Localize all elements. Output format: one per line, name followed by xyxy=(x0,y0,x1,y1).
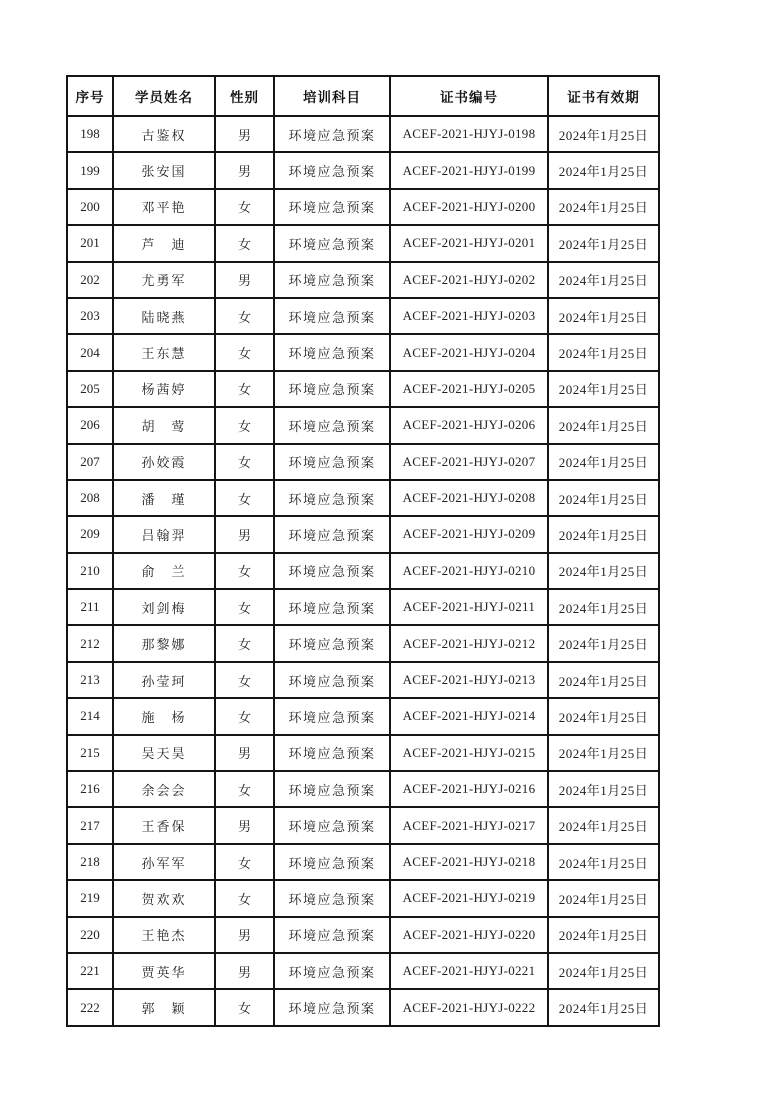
cell-training-subject: 环境应急预案 xyxy=(274,225,390,261)
cell-valid-date: 2024年1月25日 xyxy=(548,334,659,370)
table-row xyxy=(67,771,659,807)
cell-valid-date: 2024年1月25日 xyxy=(548,225,659,261)
cell-gender: 女 xyxy=(215,189,274,225)
cell-valid-date: 2024年1月25日 xyxy=(548,698,659,734)
table-row xyxy=(67,152,659,188)
cell-student-name: 那黎娜 xyxy=(113,625,215,661)
table-row xyxy=(67,662,659,698)
cell-certificate-no: ACEF-2021-HJYJ-0209 xyxy=(390,516,548,552)
cell-valid-date: 2024年1月25日 xyxy=(548,989,659,1025)
cell-gender: 女 xyxy=(215,625,274,661)
cell-gender: 男 xyxy=(215,262,274,298)
cell-valid-date: 2024年1月25日 xyxy=(548,189,659,225)
cell-gender: 女 xyxy=(215,553,274,589)
cell-valid-date: 2024年1月25日 xyxy=(548,662,659,698)
table-row xyxy=(67,334,659,370)
cell-certificate-no: ACEF-2021-HJYJ-0221 xyxy=(390,953,548,989)
cell-student-name: 芦 迪 xyxy=(113,225,215,261)
cell-valid-date: 2024年1月25日 xyxy=(548,152,659,188)
cell-student-name: 古鉴权 xyxy=(113,116,215,152)
cell-serial: 202 xyxy=(67,262,113,298)
cell-serial: 211 xyxy=(67,589,113,625)
cell-student-name: 潘 瑾 xyxy=(113,480,215,516)
cell-student-name: 王香保 xyxy=(113,807,215,843)
cell-valid-date: 2024年1月25日 xyxy=(548,553,659,589)
cell-student-name: 贺欢欢 xyxy=(113,880,215,916)
cell-gender: 女 xyxy=(215,444,274,480)
cell-serial: 203 xyxy=(67,298,113,334)
cell-certificate-no: ACEF-2021-HJYJ-0220 xyxy=(390,917,548,953)
cell-gender: 男 xyxy=(215,917,274,953)
cell-valid-date: 2024年1月25日 xyxy=(548,444,659,480)
cell-gender: 女 xyxy=(215,880,274,916)
cell-student-name: 张安国 xyxy=(113,152,215,188)
cell-serial: 207 xyxy=(67,444,113,480)
cell-student-name: 尤勇军 xyxy=(113,262,215,298)
cell-certificate-no: ACEF-2021-HJYJ-0202 xyxy=(390,262,548,298)
table-row xyxy=(67,880,659,916)
cell-gender: 女 xyxy=(215,589,274,625)
header-training-subject: 培训科目 xyxy=(274,76,390,116)
cell-training-subject: 环境应急预案 xyxy=(274,371,390,407)
cell-training-subject: 环境应急预案 xyxy=(274,989,390,1025)
table-row xyxy=(67,298,659,334)
cell-serial: 212 xyxy=(67,625,113,661)
cell-gender: 男 xyxy=(215,953,274,989)
table-row xyxy=(67,844,659,880)
cell-serial: 221 xyxy=(67,953,113,989)
cell-serial: 219 xyxy=(67,880,113,916)
table-row xyxy=(67,698,659,734)
cell-serial: 215 xyxy=(67,735,113,771)
table-row xyxy=(67,371,659,407)
cell-serial: 217 xyxy=(67,807,113,843)
cell-training-subject: 环境应急预案 xyxy=(274,334,390,370)
cell-valid-date: 2024年1月25日 xyxy=(548,516,659,552)
cell-certificate-no: ACEF-2021-HJYJ-0212 xyxy=(390,625,548,661)
cell-training-subject: 环境应急预案 xyxy=(274,953,390,989)
cell-serial: 220 xyxy=(67,917,113,953)
cell-training-subject: 环境应急预案 xyxy=(274,444,390,480)
table-row xyxy=(67,807,659,843)
cell-serial: 205 xyxy=(67,371,113,407)
cell-student-name: 胡 莺 xyxy=(113,407,215,443)
cell-student-name: 俞 兰 xyxy=(113,553,215,589)
cell-certificate-no: ACEF-2021-HJYJ-0203 xyxy=(390,298,548,334)
cell-serial: 213 xyxy=(67,662,113,698)
certificate-table xyxy=(66,75,660,1027)
cell-gender: 女 xyxy=(215,844,274,880)
table-row xyxy=(67,444,659,480)
cell-training-subject: 环境应急预案 xyxy=(274,262,390,298)
cell-certificate-no: ACEF-2021-HJYJ-0201 xyxy=(390,225,548,261)
table-row xyxy=(67,625,659,661)
cell-certificate-no: ACEF-2021-HJYJ-0206 xyxy=(390,407,548,443)
cell-certificate-no: ACEF-2021-HJYJ-0207 xyxy=(390,444,548,480)
cell-valid-date: 2024年1月25日 xyxy=(548,917,659,953)
cell-certificate-no: ACEF-2021-HJYJ-0214 xyxy=(390,698,548,734)
cell-valid-date: 2024年1月25日 xyxy=(548,589,659,625)
cell-certificate-no: ACEF-2021-HJYJ-0217 xyxy=(390,807,548,843)
cell-gender: 女 xyxy=(215,407,274,443)
cell-student-name: 杨茜婷 xyxy=(113,371,215,407)
cell-certificate-no: ACEF-2021-HJYJ-0200 xyxy=(390,189,548,225)
cell-valid-date: 2024年1月25日 xyxy=(548,880,659,916)
cell-serial: 201 xyxy=(67,225,113,261)
cell-training-subject: 环境应急预案 xyxy=(274,480,390,516)
cell-gender: 女 xyxy=(215,371,274,407)
cell-certificate-no: ACEF-2021-HJYJ-0213 xyxy=(390,662,548,698)
cell-gender: 女 xyxy=(215,334,274,370)
cell-training-subject: 环境应急预案 xyxy=(274,516,390,552)
table-row xyxy=(67,553,659,589)
cell-serial: 204 xyxy=(67,334,113,370)
header-certificate-no: 证书编号 xyxy=(390,76,548,116)
table-row xyxy=(67,480,659,516)
cell-student-name: 吕翰羿 xyxy=(113,516,215,552)
cell-valid-date: 2024年1月25日 xyxy=(548,407,659,443)
cell-student-name: 施 杨 xyxy=(113,698,215,734)
cell-training-subject: 环境应急预案 xyxy=(274,189,390,225)
cell-valid-date: 2024年1月25日 xyxy=(548,480,659,516)
cell-certificate-no: ACEF-2021-HJYJ-0204 xyxy=(390,334,548,370)
cell-gender: 女 xyxy=(215,662,274,698)
cell-serial: 209 xyxy=(67,516,113,552)
cell-training-subject: 环境应急预案 xyxy=(274,589,390,625)
cell-training-subject: 环境应急预案 xyxy=(274,553,390,589)
cell-certificate-no: ACEF-2021-HJYJ-0210 xyxy=(390,553,548,589)
cell-training-subject: 环境应急预案 xyxy=(274,625,390,661)
table-row xyxy=(67,116,659,152)
table-row xyxy=(67,917,659,953)
cell-training-subject: 环境应急预案 xyxy=(274,771,390,807)
cell-student-name: 孙莹珂 xyxy=(113,662,215,698)
cell-gender: 女 xyxy=(215,480,274,516)
cell-training-subject: 环境应急预案 xyxy=(274,152,390,188)
cell-valid-date: 2024年1月25日 xyxy=(548,371,659,407)
cell-training-subject: 环境应急预案 xyxy=(274,917,390,953)
cell-valid-date: 2024年1月25日 xyxy=(548,844,659,880)
cell-certificate-no: ACEF-2021-HJYJ-0219 xyxy=(390,880,548,916)
cell-serial: 198 xyxy=(67,116,113,152)
cell-serial: 200 xyxy=(67,189,113,225)
cell-certificate-no: ACEF-2021-HJYJ-0218 xyxy=(390,844,548,880)
cell-valid-date: 2024年1月25日 xyxy=(548,298,659,334)
table-row xyxy=(67,189,659,225)
cell-valid-date: 2024年1月25日 xyxy=(548,116,659,152)
table-row xyxy=(67,516,659,552)
cell-valid-date: 2024年1月25日 xyxy=(548,625,659,661)
header-row xyxy=(67,76,659,116)
table-row xyxy=(67,735,659,771)
cell-certificate-no: ACEF-2021-HJYJ-0198 xyxy=(390,116,548,152)
cell-training-subject: 环境应急预案 xyxy=(274,662,390,698)
cell-training-subject: 环境应急预案 xyxy=(274,698,390,734)
cell-training-subject: 环境应急预案 xyxy=(274,735,390,771)
cell-training-subject: 环境应急预案 xyxy=(274,844,390,880)
table-body xyxy=(67,116,659,1026)
cell-valid-date: 2024年1月25日 xyxy=(548,262,659,298)
cell-valid-date: 2024年1月25日 xyxy=(548,953,659,989)
cell-student-name: 贾英华 xyxy=(113,953,215,989)
cell-serial: 208 xyxy=(67,480,113,516)
cell-gender: 男 xyxy=(215,516,274,552)
cell-gender: 女 xyxy=(215,771,274,807)
cell-training-subject: 环境应急预案 xyxy=(274,880,390,916)
cell-gender: 女 xyxy=(215,989,274,1025)
cell-training-subject: 环境应急预案 xyxy=(274,298,390,334)
cell-gender: 女 xyxy=(215,225,274,261)
cell-gender: 男 xyxy=(215,152,274,188)
table-row xyxy=(67,989,659,1025)
cell-training-subject: 环境应急预案 xyxy=(274,116,390,152)
cell-student-name: 郭 颖 xyxy=(113,989,215,1025)
header-serial: 序号 xyxy=(67,76,113,116)
cell-student-name: 吴天昊 xyxy=(113,735,215,771)
cell-valid-date: 2024年1月25日 xyxy=(548,735,659,771)
cell-training-subject: 环境应急预案 xyxy=(274,807,390,843)
cell-student-name: 王东慧 xyxy=(113,334,215,370)
cell-student-name: 陆晓燕 xyxy=(113,298,215,334)
cell-student-name: 余会会 xyxy=(113,771,215,807)
cell-student-name: 刘剑梅 xyxy=(113,589,215,625)
cell-serial: 222 xyxy=(67,989,113,1025)
cell-valid-date: 2024年1月25日 xyxy=(548,807,659,843)
header-gender: 性别 xyxy=(215,76,274,116)
table-row xyxy=(67,407,659,443)
header-valid-date: 证书有效期 xyxy=(548,76,659,116)
cell-student-name: 孙姣霞 xyxy=(113,444,215,480)
cell-student-name: 王艳杰 xyxy=(113,917,215,953)
cell-certificate-no: ACEF-2021-HJYJ-0199 xyxy=(390,152,548,188)
table-row xyxy=(67,953,659,989)
cell-gender: 女 xyxy=(215,298,274,334)
cell-gender: 男 xyxy=(215,116,274,152)
cell-certificate-no: ACEF-2021-HJYJ-0205 xyxy=(390,371,548,407)
cell-serial: 216 xyxy=(67,771,113,807)
header-student-name: 学员姓名 xyxy=(113,76,215,116)
cell-gender: 女 xyxy=(215,698,274,734)
cell-certificate-no: ACEF-2021-HJYJ-0208 xyxy=(390,480,548,516)
table-row xyxy=(67,589,659,625)
cell-certificate-no: ACEF-2021-HJYJ-0215 xyxy=(390,735,548,771)
cell-serial: 218 xyxy=(67,844,113,880)
cell-serial: 199 xyxy=(67,152,113,188)
cell-certificate-no: ACEF-2021-HJYJ-0211 xyxy=(390,589,548,625)
cell-serial: 214 xyxy=(67,698,113,734)
cell-student-name: 孙军军 xyxy=(113,844,215,880)
cell-serial: 210 xyxy=(67,553,113,589)
cell-valid-date: 2024年1月25日 xyxy=(548,771,659,807)
table-row xyxy=(67,225,659,261)
cell-gender: 男 xyxy=(215,807,274,843)
cell-serial: 206 xyxy=(67,407,113,443)
cell-student-name: 邓平艳 xyxy=(113,189,215,225)
table-row xyxy=(67,262,659,298)
cell-training-subject: 环境应急预案 xyxy=(274,407,390,443)
cell-certificate-no: ACEF-2021-HJYJ-0216 xyxy=(390,771,548,807)
cell-certificate-no: ACEF-2021-HJYJ-0222 xyxy=(390,989,548,1025)
cell-gender: 男 xyxy=(215,735,274,771)
